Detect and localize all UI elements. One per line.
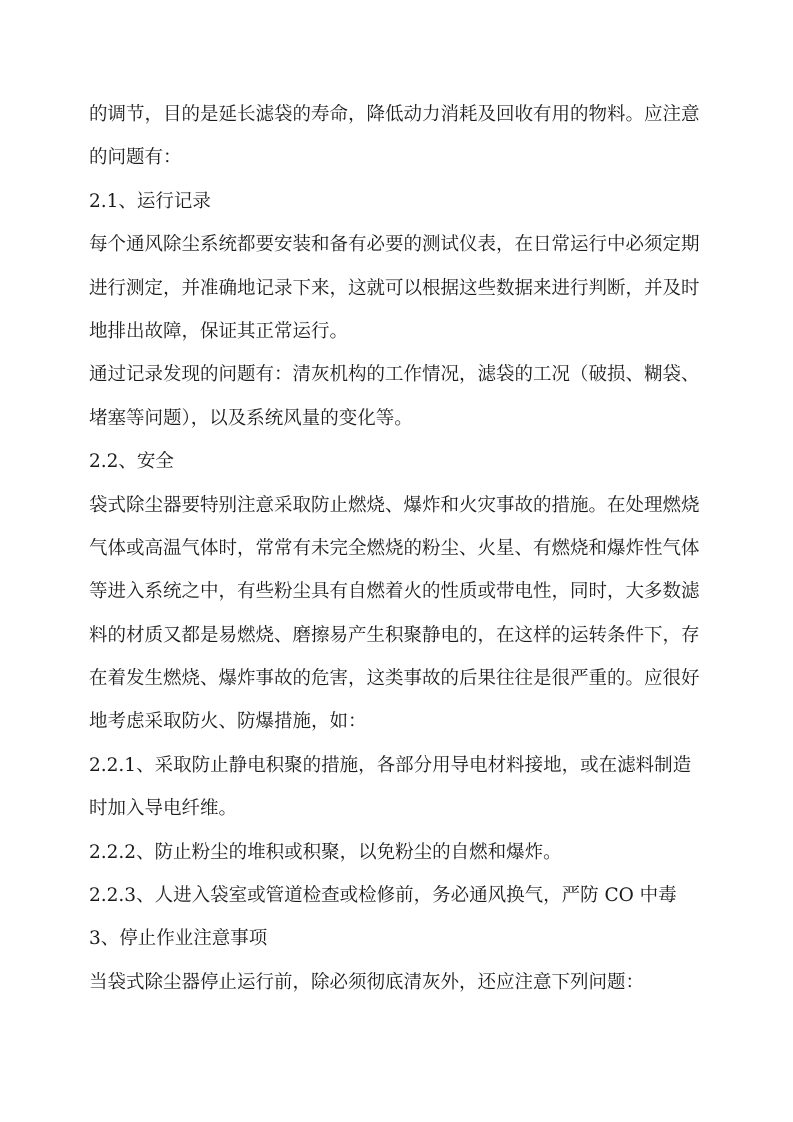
- paragraph-line: 进行测定，并准确地记录下来，这就可以根据这些数据来进行判断，并及时: [89, 277, 700, 299]
- paragraph-line: 气体或高温气体时，常常有未完全燃烧的粉尘、火星、有燃烧和爆炸性气体: [89, 537, 700, 559]
- paragraph-line: 地排出故障，保证其正常运行。: [89, 320, 349, 342]
- paragraph-line: 当袋式除尘器停止运行前，除必须彻底清灰外，还应注意下列问题：: [89, 971, 645, 993]
- paragraph-line: 料的材质又都是易燃烧、磨擦易产生积聚静电的，在这样的运转条件下，存: [89, 624, 700, 646]
- paragraph-line: 的问题有：: [89, 147, 182, 169]
- paragraph-line: 在着发生燃烧、爆炸事故的危害，这类事故的后果往往是很严重的。应很好: [89, 668, 700, 690]
- list-item: 2.2.1、采取防止静电积聚的措施，各部分用导电材料接地，或在滤料制造: [89, 754, 692, 776]
- paragraph-line: 袋式除尘器要特别注意采取防止燃烧、爆炸和火灾事故的措施。在处理燃烧: [89, 494, 700, 516]
- list-item: 2.2.3、人进入袋室或管道检查或检修前，务必通风换气，严防 CO 中毒: [89, 885, 677, 907]
- paragraph-line: 的调节，目的是延长滤袋的寿命，降低动力消耗及回收有用的物料。应注意: [89, 104, 700, 125]
- section-heading: 3、停止作业注意事项: [89, 928, 268, 950]
- list-item: 2.2.2、防止粉尘的堆积或积聚，以免粉尘的自燃和爆炸。: [89, 841, 562, 863]
- section-heading: 2.2、安全: [89, 451, 174, 473]
- paragraph-line: 地考虑采取防火、防爆措施，如：: [89, 711, 367, 733]
- section-heading: 2.1、运行记录: [89, 190, 211, 212]
- paragraph-line: 通过记录发现的问题有：清灰机构的工作情况，滤袋的工况（破损、糊袋、: [89, 364, 700, 386]
- paragraph-line: 等进入系统之中，有些粉尘具有自燃着火的性质或带电性，同时，大多数滤: [89, 581, 700, 603]
- paragraph-line: 堵塞等问题），以及系统风量的变化等。: [89, 407, 413, 429]
- paragraph-line: 每个通风除尘系统都要安装和备有必要的测试仪表，在日常运行中必须定期: [89, 234, 700, 256]
- document-body: [89, 93, 729, 1004]
- list-item: 时加入导电纤维。: [89, 798, 238, 820]
